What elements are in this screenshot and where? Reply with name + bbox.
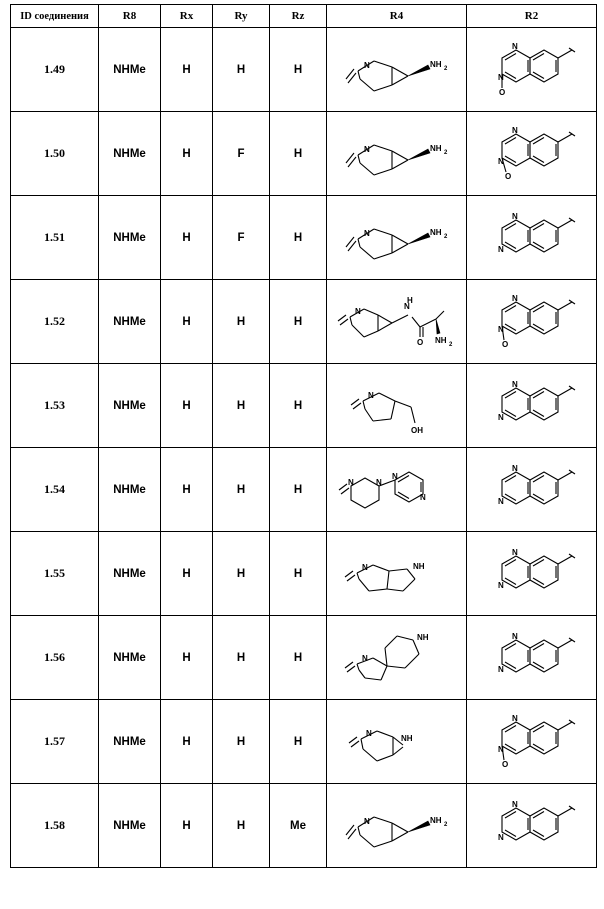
cell-r4-structure — [327, 364, 467, 448]
cell-rx: H — [161, 28, 213, 112]
svg-text:N: N — [497, 580, 504, 590]
svg-text:N: N — [511, 463, 518, 473]
svg-text:NH: NH — [434, 335, 447, 345]
cell-r2-structure — [467, 112, 597, 196]
table-row — [11, 280, 597, 364]
cell-compound-id: 1.50 — [11, 112, 99, 196]
svg-text:NH: NH — [400, 733, 413, 743]
svg-text:N: N — [363, 816, 370, 826]
naphthyridine-structure — [467, 206, 596, 270]
svg-text:N: N — [419, 492, 426, 502]
svg-text:N: N — [511, 211, 518, 221]
cell-r2-structure — [467, 196, 597, 280]
cell-compound-id: 1.56 — [11, 616, 99, 700]
svg-text:O: O — [498, 87, 505, 97]
cell-r8: NHMe — [99, 532, 161, 616]
cell-r8: NHMe — [99, 280, 161, 364]
svg-text:N: N — [511, 379, 518, 389]
naphthyridine-structure — [467, 626, 596, 690]
cell-r2-structure — [467, 280, 597, 364]
table-row — [11, 448, 597, 532]
svg-text:N: N — [511, 125, 518, 135]
naphthyridine-n-oxide-structure — [467, 290, 596, 354]
cell-compound-id: 1.58 — [11, 784, 99, 868]
azabicyclohexanamine-structure — [327, 39, 466, 101]
cell-r2-structure — [467, 616, 597, 700]
header-row — [11, 5, 597, 28]
svg-text:N: N — [511, 713, 518, 723]
cell-r4-structure — [327, 700, 467, 784]
cell-r4-structure — [327, 616, 467, 700]
svg-text:O: O — [504, 171, 511, 181]
svg-text:N: N — [511, 41, 518, 51]
cell-compound-id: 1.54 — [11, 448, 99, 532]
cell-rx: H — [161, 112, 213, 196]
cell-r2-structure — [467, 448, 597, 532]
cell-ry: F — [213, 196, 270, 280]
naphthyridine-n-oxide-structure — [467, 710, 596, 774]
cell-ry: H — [213, 280, 270, 364]
table-body — [11, 28, 597, 868]
cell-rz: H — [270, 280, 327, 364]
svg-text:N: N — [497, 324, 504, 334]
cell-rz: Me — [270, 784, 327, 868]
cell-rz: H — [270, 700, 327, 784]
cell-r4-structure — [327, 532, 467, 616]
svg-text:N: N — [354, 306, 361, 316]
cell-r4-structure — [327, 112, 467, 196]
cell-r2-structure — [467, 364, 597, 448]
cell-compound-id: 1.51 — [11, 196, 99, 280]
cell-compound-id: 1.55 — [11, 532, 99, 616]
azabicyclohexanamine-structure — [327, 795, 466, 857]
cell-r4-structure — [327, 784, 467, 868]
svg-text:N: N — [511, 547, 518, 557]
svg-text:NH: NH — [412, 561, 425, 571]
cell-r8: NHMe — [99, 364, 161, 448]
svg-text:N: N — [375, 477, 382, 487]
svg-text:NH: NH — [416, 632, 429, 642]
pyrazinylpiperazine-structure — [327, 456, 466, 524]
svg-text:N: N — [511, 631, 518, 641]
azabicyclohexanamine-structure — [327, 207, 466, 269]
azabicyclohexanamine-structure — [327, 123, 466, 185]
svg-text:NH: NH — [429, 227, 442, 237]
diazaspirodecane-structure — [327, 624, 466, 692]
table-row — [11, 532, 597, 616]
cell-rx: H — [161, 280, 213, 364]
cell-r4-structure — [327, 196, 467, 280]
cell-ry: H — [213, 448, 270, 532]
svg-text:H: H — [406, 295, 413, 305]
cell-compound-id: 1.52 — [11, 280, 99, 364]
svg-text:N: N — [497, 496, 504, 506]
svg-text:NH: NH — [429, 59, 442, 69]
svg-text:N: N — [361, 562, 368, 572]
cell-compound-id: 1.53 — [11, 364, 99, 448]
table-row — [11, 364, 597, 448]
cell-r8: NHMe — [99, 448, 161, 532]
cell-r4-structure — [327, 448, 467, 532]
cell-ry: H — [213, 28, 270, 112]
cell-rz: H — [270, 448, 327, 532]
svg-text:2: 2 — [443, 65, 447, 72]
cell-rz: H — [270, 616, 327, 700]
cell-r8: NHMe — [99, 112, 161, 196]
svg-text:O: O — [416, 337, 423, 347]
cell-ry: H — [213, 616, 270, 700]
svg-text:N: N — [391, 471, 398, 481]
cell-ry: H — [213, 784, 270, 868]
svg-text:N: N — [347, 477, 354, 487]
cell-ry: H — [213, 364, 270, 448]
cell-rx: H — [161, 448, 213, 532]
naphthyridine-structure — [467, 374, 596, 438]
cell-rz: H — [270, 532, 327, 616]
diazabicycloheptane-structure — [327, 711, 466, 773]
svg-text:2: 2 — [448, 341, 452, 348]
svg-text:N: N — [497, 244, 504, 254]
cell-r2-structure — [467, 28, 597, 112]
cell-ry: H — [213, 532, 270, 616]
cell-ry: F — [213, 112, 270, 196]
cell-compound-id: 1.57 — [11, 700, 99, 784]
octahydropyrrolopyrrole-structure — [327, 543, 466, 605]
patent-table-page — [0, 4, 604, 909]
header-rz: Rz — [270, 5, 327, 28]
header-r2: R2 — [467, 5, 597, 28]
svg-text:N: N — [511, 293, 518, 303]
cell-r8: NHMe — [99, 28, 161, 112]
cell-rz: H — [270, 196, 327, 280]
svg-text:N: N — [367, 390, 374, 400]
cell-rx: H — [161, 784, 213, 868]
cell-r8: NHMe — [99, 784, 161, 868]
naphthyridine-n-oxide-structure — [467, 38, 596, 102]
cell-r8: NHMe — [99, 616, 161, 700]
cell-rz: H — [270, 28, 327, 112]
cell-r2-structure — [467, 532, 597, 616]
naphthyridine-structure — [467, 794, 596, 858]
svg-text:2: 2 — [443, 233, 447, 240]
table-row — [11, 28, 597, 112]
svg-text:N: N — [403, 301, 410, 311]
cell-r8: NHMe — [99, 700, 161, 784]
cell-rx: H — [161, 616, 213, 700]
svg-text:2: 2 — [443, 821, 447, 828]
naphthyridine-structure — [467, 542, 596, 606]
svg-text:N: N — [361, 653, 368, 663]
svg-text:N: N — [497, 72, 504, 82]
header-r8: R8 — [99, 5, 161, 28]
svg-text:N: N — [497, 156, 504, 166]
cell-compound-id: 1.49 — [11, 28, 99, 112]
cell-rx: H — [161, 196, 213, 280]
naphthyridine-n-oxide-structure — [467, 122, 596, 186]
compound-table — [10, 4, 597, 868]
naphthyridine-structure — [467, 458, 596, 522]
cell-r4-structure — [327, 28, 467, 112]
header-r4: R4 — [327, 5, 467, 28]
svg-text:N: N — [363, 60, 370, 70]
table-row — [11, 112, 597, 196]
svg-text:OH: OH — [410, 425, 423, 435]
svg-text:O: O — [501, 759, 508, 769]
svg-text:N: N — [497, 412, 504, 422]
cell-rx: H — [161, 700, 213, 784]
svg-text:O: O — [501, 339, 508, 349]
svg-text:2: 2 — [443, 149, 447, 156]
svg-text:N: N — [497, 744, 504, 754]
svg-text:N: N — [497, 664, 504, 674]
header-ry: Ry — [213, 5, 270, 28]
svg-text:N: N — [497, 832, 504, 842]
pyrrolidinylmethanol-structure — [327, 375, 466, 437]
svg-text:NH: NH — [429, 815, 442, 825]
header-id: ID соединения — [11, 5, 99, 28]
header-rx: Rx — [161, 5, 213, 28]
cell-rz: H — [270, 112, 327, 196]
cell-rz: H — [270, 364, 327, 448]
cell-rx: H — [161, 364, 213, 448]
aminopropanamide-structure — [327, 287, 466, 357]
cell-r4-structure — [327, 280, 467, 364]
cell-rx: H — [161, 532, 213, 616]
cell-r8: NHMe — [99, 196, 161, 280]
table-header — [11, 5, 597, 28]
cell-r2-structure — [467, 784, 597, 868]
svg-text:N: N — [363, 228, 370, 238]
svg-text:N: N — [365, 728, 372, 738]
table-row — [11, 700, 597, 784]
table-row — [11, 196, 597, 280]
svg-text:NH: NH — [429, 143, 442, 153]
cell-ry: H — [213, 700, 270, 784]
svg-text:N: N — [511, 799, 518, 809]
table-row — [11, 784, 597, 868]
cell-r2-structure — [467, 700, 597, 784]
table-row — [11, 616, 597, 700]
svg-text:N: N — [363, 144, 370, 154]
